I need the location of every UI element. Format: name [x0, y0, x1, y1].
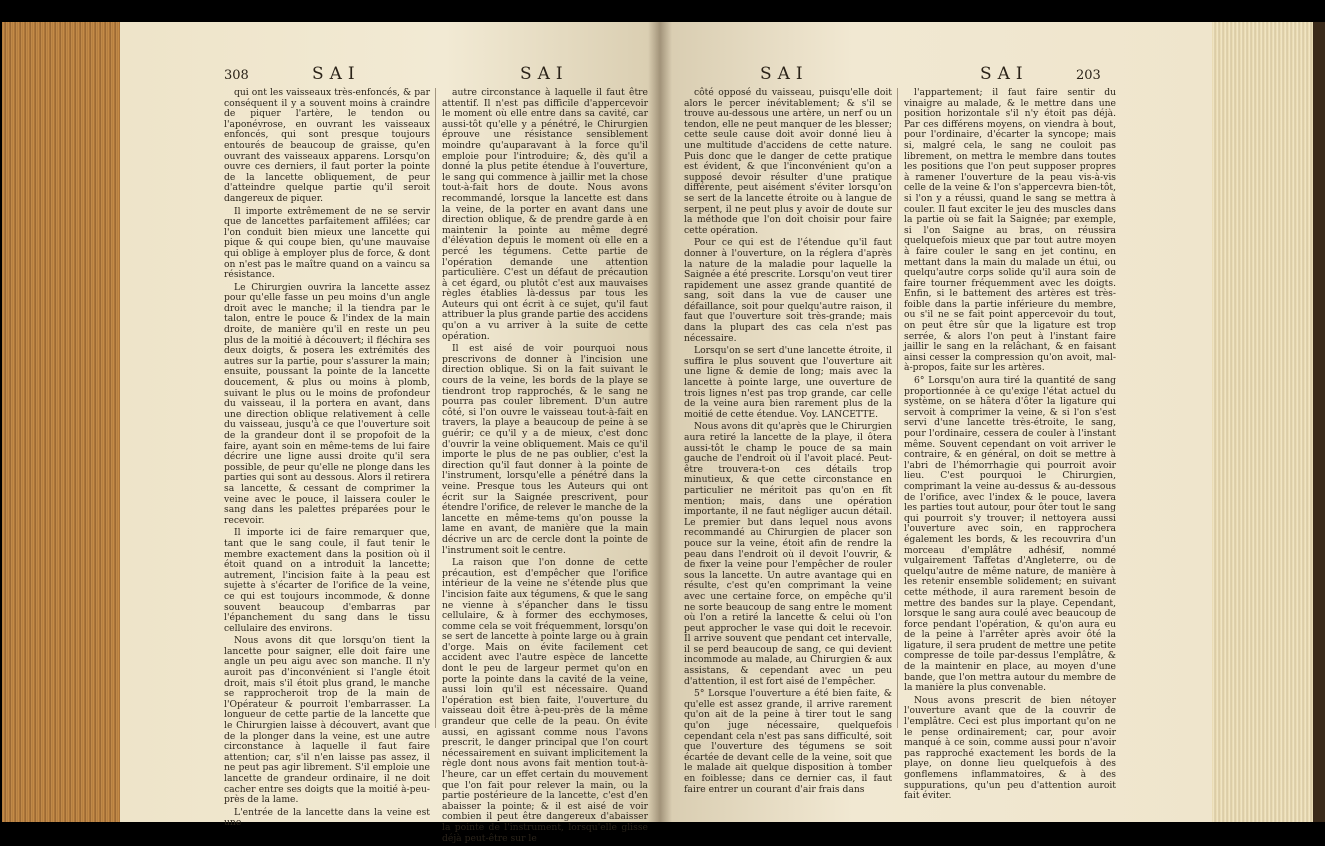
text-column	[684, 87, 892, 795]
running-header: SAI	[980, 64, 1029, 84]
column-rule	[897, 88, 898, 728]
paragraph: 5° Lorsque l'ouverture a été bien faite, & qu'elle est assez grande, il arrive rarement qu'on ait de la peine à tirer tout le sang qu'on juge nécessaire, quelquefois cependant cela n'est pas sans difficulté, soit que l'ouverture des tégumens se soit écartée de devant celle de la veine, soit que le malade ait quelque disposition à tomber en foiblesse; dans ce dernier cas, il faut faire entrer un courant d'air frais dans	[684, 688, 892, 795]
paragraph: l'appartement; il faut faire sentir du vinaigre au malade, & le mettre dans une position horizontale s'il n'y étoit pas déjà. Par ces différens moyens, on viendra à bout, pour l'ordinaire, d'écarter la syncope; mais si, malgré cela, le sang ne couloit pas librement, on mettra le membre dans toutes les positions que l'on peut supposer propres à ramener l'ouverture de la peau vis-à-vis celle de la veine & l'on s'appercevra bien-tôt, si l'on y a réussi, quand le sang se mettra à couler. Il faut exciter le jeu des muscles dans la partie où se fait la Saignée; par exemple, si l'on Saigne au bras, on réussira quelquefois mieux que par tout autre moyen à faire couler le sang en jet continu, en mettant dans la main du malade un étui, ou quelqu'autre corps solide qu'il aura soin de faire tourner fréquemment avec les doigts. Enfin, si le battement des artères est très-foible dans la partie inférieure du membre, ou s'il ne se fait point appercevoir du tout, on peut être sûr que la ligature est trop serrée, & alors l'on peut à l'instant faire jaillir le sang en la relâchant, & en faisant ainsi cesser la compression qu'on avoit, mal-à-propos, faite sur les artères.	[904, 87, 1116, 374]
paragraph: côté opposé du vaisseau, puisqu'elle doit alors le percer inévitablement; & s'il se trouve au-dessous une artère, un nerf ou un tendon, elle ne peut manquer de les blesser; cette seule cause doit avoir donné lieu à une multitude d'accidens de cette nature. Puis donc que le danger de cette pratique est évident, & que l'inconvénient qu'on a supposé devoir résulter d'une pratique différente, peut aisément s'éviter lorsqu'on se sert de la lancette étroite ou à langue de serpent, il ne peut plus y avoir de doute sur la méthode que l'on doit choisir pour faire cette opération.	[684, 87, 892, 236]
paragraph: Nous avons dit qu'après que le Chirurgien aura retiré la lancette de la playe, il ôtera aussi-tôt le champ le pouce de sa main gauche de l'endroit où il l'avoit placé. Peut-être trouvera-t-on ces détails trop minutieux, & que cette circonstance en particulier ne méritoit pas qu'on en fît mention; mais, dans une opération importante, il ne faut négliger aucun détail. Le premier but dans lequel nous avons recommandé au Chirurgien de placer son pouce sur la veine, étoit afin de rendre la peau dans l'endroit où il devoit l'ouvrir, & de fixer la veine pour l'empêcher de rouler sous la lancette. Un autre avantage qui en résulte, c'est qu'en comprimant la veine avec une certaine force, on empêche qu'il ne sorte beaucoup de sang entre le moment où l'on a retiré la lancette & celui où l'on peut approcher le vase qui doit le recevoir. Il arrive souvent que pendant cet intervalle, il se perd beaucoup de sang, ce qui devient incommode au malade, au Chirurgien & aux assistans, & cependant avec un peu d'attention, il est fort aisé de l'empêcher.	[684, 421, 892, 687]
paragraph: Il importe ici de faire remarquer que, tant que le sang coule, il faut tenir le membre exactement dans la position où il étoit quand on a introduit la lancette; autrement, l'incision faite à la peau est sujette à s'écarter de l'orifice de la veine, ce qui est toujours incommode, & donne souvent beaucoup d'embarras par l'épanchement du sang dans le tissu cellulaire des environs.	[224, 527, 430, 634]
page-number: 203	[1076, 68, 1101, 83]
paragraph: Il est aisé de voir pourquoi nous prescrivons de donner à l'incision une direction oblique. Si on la fait suivant le cours de la veine, les bords de la playe se tiendront trop rapprochés, & le sang ne pourra pas couler librement. D'un autre côté, si l'on ouvre le vaisseau tout-à-fait en travers, la playe a beaucoup de peine à se guérir; ce qu'il y a de mieux, c'est donc d'ouvrir la veine obliquement. Mais ce qu'il importe le plus de ne pas oublier, c'est la direction qu'il faut donner à la pointe de l'instrument, lorsqu'elle a pénétré dans la veine. Presque tous les Auteurs qui ont écrit sur la Saignée prescrivent, pour étendre l'orifice, de relever le manche de la lancette en même-tems qu'on pousse la lame en avant, de manière que la main décrive un arc de cercle dont la pointe de l'instrument soit le centre.	[442, 343, 648, 556]
paragraph: La raison que l'on donne de cette précaution, est d'empêcher que l'orifice intérieur de la veine ne s'étende plus que l'incision faite aux tégumens, & que le sang ne vienne à s'épancher dans le tissu cellulaire, & à former des ecchymoses, comme cela se voit fréquemment, lorsqu'on se sert de lancette à pointe large ou à grain d'orge. Mais on évite facilement cet accident avec l'autre espèce de lancette dont le peu de largeur permet qu'on en porte la pointe dans la cavité de la veine, aussi loin qu'il est nécessaire. Quand l'opération est bien faite, l'ouverture du vaisseau doit être à-peu-près de la même grandeur que celle de la peau. On évite aussi, en agissant comme nous l'avons prescrit, le danger principal que l'on court nécessairement en suivant implicitement la règle dont nous avons fait mention tout-à-l'heure, car un effet certain du mouvement que l'on fait pour relever la main, ou la partie postérieure de la lancette, c'est d'en abaisser la pointe; & il est aisé de voir combien il peut être dangereux d'abaisser la pointe de l'instrument, lorsqu'elle glisse déjà peut-être sur le	[442, 557, 648, 844]
paragraph: Il importe extrêmement de ne se servir que de lancettes parfaitement affilées; car l'on conduit bien mieux une lancette qui pique & qui coupe bien, qu'une mauvaise qui oblige à employer plus de force, & dont on n'est pas le maître quand on a vaincu sa résistance.	[224, 205, 430, 281]
text-column	[224, 87, 430, 829]
book-edge-right	[1212, 22, 1317, 822]
column-rule	[435, 88, 436, 728]
page-number: 308	[224, 68, 249, 83]
paragraph: Pour ce qui est de l'étendue qu'il faut donner à l'ouverture, on la réglera d'après la nature de la maladie pour laquelle la Saignée a été prescrite. Lorsqu'on veut tirer rapidement une assez grande quantité de sang, soit dans la vue de causer une défaillance, soit pour quelqu'autre raison, il faut que l'ouverture soit très-grande; mais dans la plupart des cas cela n'est pas nécessaire.	[684, 237, 892, 344]
book-gutter	[648, 22, 672, 822]
open-book	[0, 22, 1325, 844]
text-column	[442, 87, 648, 844]
running-header: SAI	[760, 64, 809, 84]
running-header: SAI	[312, 64, 361, 84]
left-page	[120, 22, 660, 844]
running-header: SAI	[520, 64, 569, 84]
paragraph: Nous avons dit que lorsqu'on tient la lancette pour saigner, elle doit faire une angle un peu aigu avec son manche. Il n'y auroit pas d'inconvénient si l'angle étoit droit, mais s'il étoit plus grand, le manche se rapprocheroit trop de la main de l'Opérateur & pourroit l'embarrasser. La longueur de cette partie de la lancette que le Chirurgien laisse à découvert, avant que de la plonger dans la veine, est une autre circonstance à laquelle il faut faire attention; car, s'il n'en laisse pas assez, il ne peut pas agir librement. S'il emploie une lancette de grandeur ordinaire, il ne doit cacher entre ses doigts que la moitié à-peu-près de la lame.	[224, 635, 430, 806]
book-edge-left	[2, 22, 120, 822]
paragraph: Nous avons prescrit de bien nétoyer l'ouverture avant que de la couvrir de l'emplâtre. Ceci est plus important qu'on ne le pense ordinairement; car, pour avoir manqué à ce soin, comme aussi pour n'avoir pas rapproché exactement les bords de la playe, on donne lieu quelquefois à des gonflemens inflammatoires, & à des suppurations, qu'un peu d'attention auroit fait éviter.	[904, 694, 1116, 802]
book-cover-edge	[1313, 22, 1325, 822]
paragraph: qui ont les vaisseaux très-enfoncés, & par conséquent il y a souvent moins à craindre de piquer l'artère, le tendon ou l'aponévrose, en ouvrant les vaisseaux enfoncés, qui sont presque toujours entourés de beaucoup de graisse, qu'en ouvrant des vaisseaux apparens. Lorsqu'on ouvre ces derniers, il faut porter la pointe de la lancette obliquement, de peur d'atteindre quelque partie qu'il seroit dangereux de piquer.	[224, 87, 430, 204]
paragraph: L'entrée de la lancette dans la veine est une	[224, 806, 430, 829]
text-column	[904, 87, 1116, 802]
paragraph: Lorsqu'on se sert d'une lancette étroite, il suffira le plus souvent que l'ouverture ait une ligne & demie de long; mais avec la lancette à pointe large, une ouverture de trois lignes n'est pas trop grande, car celle de la veine aura bien rarement plus de la moitié de cette étendue. Voy. LANCETTE.	[684, 345, 892, 420]
paragraph: 6° Lorsqu'on aura tiré la quantité de sang proportionnée à ce qu'exige l'état actuel du système, on se hâtera d'ôter la ligature qui servoit à comprimer la veine, & si l'on s'est servi d'une lancette très-étroite, le sang, pour l'ordinaire, cessera de couler à l'instant même. Souvent cependant on voit arriver le contraire, & en général, on doit se mettre à l'abri de l'hémorrhagie qui pourroit avoir lieu. C'est pourquoi le Chirurgien, comprimant la veine au-dessus & au-dessous de l'orifice, avec l'index & le pouce, lavera les parties tout autour, pour ôter tout le sang qui pourroit s'y trouver; il nettoyera aussi l'ouverture avec soin, en rapprochera également les bords, & les recouvrira d'un morceau d'emplâtre adhésif, nommé vulgairement Taffetas d'Angleterre, ou de quelqu'autre de même nature, de manière à les retenir ensemble solidement; en suivant cette méthode, il aura rarement besoin de mettre des bandes sur la playe. Cependant, lorsque le sang aura coulé avec beaucoup de force pendant l'opération, & qu'on aura eu de la peine à l'arrêter après avoir ôté la ligature, il sera prudent de mettre une petite compresse de toile par-dessus l'emplâtre, & de la maintenir en place, au moyen d'une bande, que l'on mettra autour du membre de la manière la plus convenable.	[904, 375, 1116, 694]
paragraph: autre circonstance à laquelle il faut être attentif. Il n'est pas difficile d'appercevoir le moment où elle entre dans sa cavité, car aussi-tôt qu'elle y a pénétré, le Chirurgien éprouve une résistance sensiblement moindre qu'auparavant à la force qu'il emploie pour l'introduire; &, dès qu'il a donné la plus petite étendue à l'ouverture, le sang qui commence à jaillir met la chose tout-à-fait hors de doute. Nous avons recommandé, lorsque la lancette est dans la veine, de la porter en avant dans une direction oblique, & de prendre garde à en maintenir la pointe au même degré d'élévation depuis le moment où elle en a percé les tégumens. Cette partie de l'opération demande une attention particulière. C'est un défaut de précaution à cet égard, ou plutôt c'est aux mauvaises règles établies là-dessus par tous les Auteurs qui ont écrit à ce sujet, qu'il faut attribuer la plus grande partie des accidens qu'on a vu arriver à la suite de cette opération.	[442, 87, 648, 342]
paragraph: Le Chirurgien ouvrira la lancette assez pour qu'elle fasse un peu moins d'un angle droit avec le manche; il la tiendra par le talon, entre le pouce & l'index de la main droite, de manière qu'il en reste un peu plus de la moitié à découvert; il fléchira ses deux doigts, & posera les extrémités des autres sur la partie, pour s'assurer la main; ensuite, poussant la pointe de la lancette doucement, & plus ou moins à plomb, suivant le plus ou le moins de profondeur du vaisseau, il la portera en avant, dans une direction oblique relativement à celle du vaisseau, jusqu'à ce que l'ouverture soit de la grandeur dont il se propofoit de la faire, ayant soin en même-tems de lui faire décrire une ligne aussi droite qu'il sera possible, de peur qu'elle ne plonge dans les parties qui sont au dessous. Alors il retirera sa lancette, & cessant de comprimer la veine avec le pouce, il laissera couler le sang dans les palettes préparées pour le recevoir.	[224, 281, 430, 526]
right-page	[660, 22, 1212, 822]
